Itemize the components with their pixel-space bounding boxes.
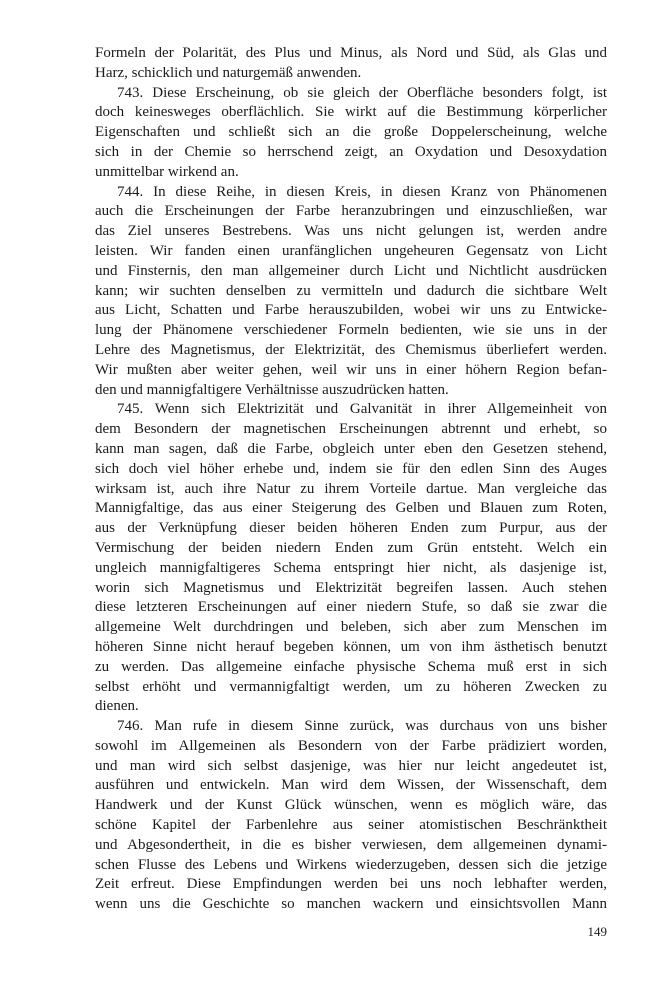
text-line: Wir mußten aber weiter gehen, weil wir uns in einer höhern Region befan- [95, 361, 607, 378]
text-line: Zeit erfreut. Diese Empfindungen werden bei uns noch lebhafter werden, [95, 876, 607, 893]
text-line: diese letzteren Erscheinungen auf einer niedern Stufe, so daß sie zwar die [95, 599, 607, 616]
body-text-block [95, 44, 607, 915]
text-line: ausführen und entwickeln. Man wird dem Wissen, der Wissenschaft, dem [95, 777, 607, 794]
text-line: Eigenschaften und schließt sich an die große Doppelerscheinung, welche [95, 124, 607, 141]
text-line: höheren Sinne nicht herauf begeben können, um von ihm ästhetisch benutzt [95, 638, 607, 655]
text-line: 745. Wenn sich Elektrizität und Galvanität in ihrer Allgemeinheit von [117, 401, 607, 418]
text-line: sowohl im Allgemeinen als Besondern von der Farbe prädiziert worden, [95, 737, 607, 754]
text-line: Lehre des Magnetismus, der Elektrizität, des Chemismus überliefert werden. [95, 341, 607, 358]
text-line: 744. In diese Reihe, in diesen Kreis, in diesen Kranz von Phänomenen [117, 183, 607, 200]
text-line: schen Flusse des Lebens und Wirkens wiederzugeben, dessen sich die jetzige [95, 856, 607, 873]
text-line: 743. Diese Erscheinung, ob sie gleich der Oberfläche besonders folgt, ist [117, 84, 607, 101]
text-line: schöne Kapitel der Farbenlehre aus seiner atomistischen Beschränktheit [95, 817, 607, 834]
text-line: aus Licht, Schatten und Farbe herauszubilden, wobei wir uns zu Entwicke- [95, 302, 607, 319]
text-line: und Abgesondertheit, in die es bisher verwiesen, dem allgemeinen dynami- [95, 836, 607, 853]
text-line: Harz, schicklich und naturgemäß anwenden. [95, 64, 362, 81]
text-line: kann man sagen, daß die Farbe, obgleich unter eben den Gesetzen stehend, [95, 440, 607, 457]
text-line: sich in der Chemie so herrschend zeigt, an Oxydation und Desoxydation [95, 143, 607, 160]
text-line: ungleich mannigfaltigeres Schema entspringt hier nicht, als dasjenige ist, [95, 559, 607, 576]
paragraph [95, 44, 607, 84]
text-line: und man wird sich selbst dasjenige, was hier nur leicht angedeutet ist, [95, 757, 607, 774]
paragraph [95, 84, 607, 183]
paragraph [95, 400, 607, 717]
text-line: zu werden. Das allgemeine einfache physische Schema muß erst in sich [95, 658, 607, 675]
text-line: den und mannigfaltigere Verhältnisse auszudrücken hatten. [95, 381, 449, 398]
text-line: kann; wir suchten denselben zu vermitteln und dadurch die sichtbare Welt [95, 282, 607, 299]
text-line: dienen. [95, 698, 139, 715]
text-line: wenn uns die Geschichte so manchen wackern und einsichtsvollen Mann [95, 896, 607, 913]
text-line: doch keinesweges oberflächlich. Sie wirkt auf die Bestimmung körperlicher [95, 104, 607, 121]
text-line: 746. Man rufe in diesem Sinne zurück, was durchaus von uns bisher [117, 718, 607, 735]
text-line: allgemeine Welt durchdringen und beleben, sich aber zum Menschen im [95, 619, 607, 636]
text-line: Vermischung der beiden niedern Enden zum Grün entsteht. Welch ein [95, 539, 607, 556]
text-line: Formeln der Polarität, des Plus und Minus, als Nord und Süd, als Glas und [95, 45, 607, 61]
text-line: und Finsternis, den man allgemeiner durch Licht und Nichtlicht ausdrücken [95, 262, 607, 279]
text-line: unmittelbar wirkend an. [95, 163, 239, 180]
text-line: selbst erhöht und vermannigfaltigt werden, um zu höheren Zwecken zu [95, 678, 607, 695]
paragraph [95, 183, 607, 401]
text-line: leisten. Wir fanden einen uranfänglichen ungeheuren Gegensatz von Licht [95, 242, 607, 259]
text-line: aus der Verknüpfung dieser beiden höheren Enden zum Purpur, aus der [95, 520, 607, 537]
text-line: dem Besondern der magnetischen Erscheinungen abtrennt und erhebt, so [95, 421, 607, 438]
paragraph [95, 717, 607, 915]
text-line: worin sich Magnetismus und Elektrizität begreifen lassen. Auch stehen [95, 579, 607, 596]
text-line: lung der Phänomene verschiedener Formeln bedienten, wie sie uns in der [95, 322, 607, 339]
text-line: Handwerk und der Kunst Glück wünschen, wenn es möglich wäre, das [95, 797, 607, 814]
text-line: das Ziel unseres Bestrebens. Was uns nicht gelungen ist, werden andre [95, 223, 607, 240]
text-line: wirksam ist, auch ihre Natur zu ihrem Vorteile dartue. Man vergleiche das [95, 480, 607, 497]
page-number: 149 [587, 924, 607, 939]
text-line: Mannigfaltige, das aus einer Steigerung des Gelben und Blauen zum Roten, [95, 500, 607, 517]
text-line: sich doch viel höher erhebe und, indem sie für den edlen Sinn des Auges [95, 460, 607, 477]
text-line: auch die Erscheinungen der Farbe heranzubringen und einzuschließen, war [95, 203, 607, 220]
